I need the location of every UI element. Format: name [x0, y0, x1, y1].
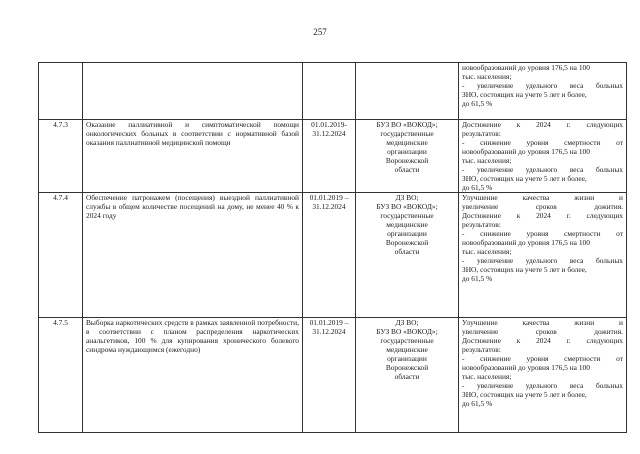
row-number: 4.7.5	[39, 318, 83, 433]
result-line: новообразований до уровня 176,5 на 100	[462, 63, 590, 72]
executor-line: ДЗ ВО;	[395, 318, 419, 327]
executor-line: ДЗ ВО;	[395, 193, 419, 202]
result-line: - снижение уровня смертности от	[462, 229, 623, 238]
executor-line: государственные	[380, 211, 434, 220]
result-line: результатов:	[462, 129, 501, 138]
result-line: - увеличение удельного веса больных	[462, 256, 623, 265]
period-start: 01.01.2019 –	[309, 318, 349, 327]
cell-period	[303, 318, 356, 433]
result-line: увеличение сроков дожития.	[462, 202, 623, 211]
page-number: 257	[313, 27, 327, 37]
executor-line: государственные	[380, 129, 434, 138]
result-line: - увеличение удельного веса больных	[462, 165, 623, 174]
cell-result	[459, 193, 627, 318]
result-line: Достижение к 2024 г. следующих	[462, 211, 623, 220]
result-line: - снижение уровня смертности от	[462, 138, 623, 147]
row-number: 4.7.3	[39, 120, 83, 193]
result-line: Улучшение качества жизни и	[462, 318, 623, 327]
executor-line: организации	[387, 147, 427, 156]
result-line: увеличение сроков дожития.	[462, 327, 623, 336]
executor-line: организации	[387, 354, 427, 363]
measure-name: Обеспечение патронажем (посещения) выездной паллиативной службы в общем количестве посещений на дому, не менее 40 % к 2024 году	[83, 193, 303, 318]
result-line: ЗНО, состоящих на учете 5 лет и более,	[462, 265, 587, 274]
result-line: до 61,5 %	[462, 183, 493, 192]
executor-line: государственные	[380, 336, 434, 345]
cell-period	[303, 193, 356, 318]
result-line: - увеличение удельного веса больных	[462, 81, 623, 90]
result-line: результатов:	[462, 220, 501, 229]
measure-name: Оказание паллиативной и симптоматической помощи онкологических больных в соответствии с нормативной базой оказания паллиативной медицинской помощи	[83, 120, 303, 193]
result-line: тыс. населения;	[462, 247, 512, 256]
executor-line: Воронежской	[385, 156, 429, 165]
period-start: 01.01.2019-	[311, 120, 347, 129]
result-line: новообразований до уровня 176,5 на 100	[462, 147, 590, 156]
executor-line: БУЗ ВО «ВОКОД»;	[376, 120, 438, 129]
table-row	[39, 318, 627, 433]
result-line: Достижение к 2024 г. следующих	[462, 120, 623, 129]
executor-line: БУЗ ВО «ВОКОД»;	[376, 202, 438, 211]
result-line: тыс. населения;	[462, 372, 512, 381]
table-row	[39, 193, 627, 318]
executor-line: медицинские	[386, 220, 428, 229]
period-end: 31.12.2024	[312, 202, 346, 211]
executor-line: медицинские	[386, 345, 428, 354]
result-line: тыс. населения;	[462, 156, 512, 165]
executor-line: БУЗ ВО «ВОКОД»;	[376, 327, 438, 336]
table-row	[39, 120, 627, 193]
result-line: тыс. населения;	[462, 72, 512, 81]
cell-num	[39, 63, 83, 120]
cell-executor	[356, 193, 459, 318]
result-line: новообразований до уровня 176,5 на 100	[462, 238, 590, 247]
cell-executor	[356, 120, 459, 193]
executor-line: организации	[387, 229, 427, 238]
result-line: - увеличение удельного веса больных	[462, 381, 623, 390]
result-line: - снижение уровня смертности от	[462, 354, 623, 363]
result-line: результатов:	[462, 345, 501, 354]
table-row-continued	[39, 63, 627, 120]
cell-period	[303, 120, 356, 193]
executor-line: медицинские	[386, 138, 428, 147]
period-end: 31.12.2024	[312, 129, 346, 138]
executor-line: области	[394, 372, 420, 381]
result-line: до 61,5 %	[462, 274, 493, 283]
cell-result	[459, 120, 627, 193]
cell-result	[459, 318, 627, 433]
cell-name	[83, 63, 303, 120]
result-line: ЗНО, состоящих на учете 5 лет и более,	[462, 390, 587, 399]
result-line: Достижение к 2024 г. следующих	[462, 336, 623, 345]
result-line: до 61,5 %	[462, 99, 493, 108]
cell-result	[459, 63, 627, 120]
result-line: Улучшение качества жизни и	[462, 193, 623, 202]
result-line: ЗНО, состоящих на учете 5 лет и более,	[462, 90, 587, 99]
measures-table	[38, 62, 627, 433]
measure-name: Выборка наркотических средств в рамках заявленной потребности, в соответствии с планом распределения наркотических анальгетиков, 100 % для купирования хронического болевого синдрома нуждающимся (ежегодно)	[83, 318, 303, 433]
executor-line: области	[394, 247, 420, 256]
cell-executor	[356, 318, 459, 433]
result-line: до 61,5 %	[462, 399, 493, 408]
row-number: 4.7.4	[39, 193, 83, 318]
period-end: 31.12.2024	[312, 327, 346, 336]
cell-executor	[356, 63, 459, 120]
executor-line: Воронежской	[385, 238, 429, 247]
result-line: ЗНО, состоящих на учете 5 лет и более,	[462, 174, 587, 183]
executor-line: Воронежской	[385, 363, 429, 372]
cell-period	[303, 63, 356, 120]
executor-line: области	[394, 165, 420, 174]
result-line: новообразований до уровня 176,5 на 100	[462, 363, 590, 372]
period-start: 01.01.2019 –	[309, 193, 349, 202]
